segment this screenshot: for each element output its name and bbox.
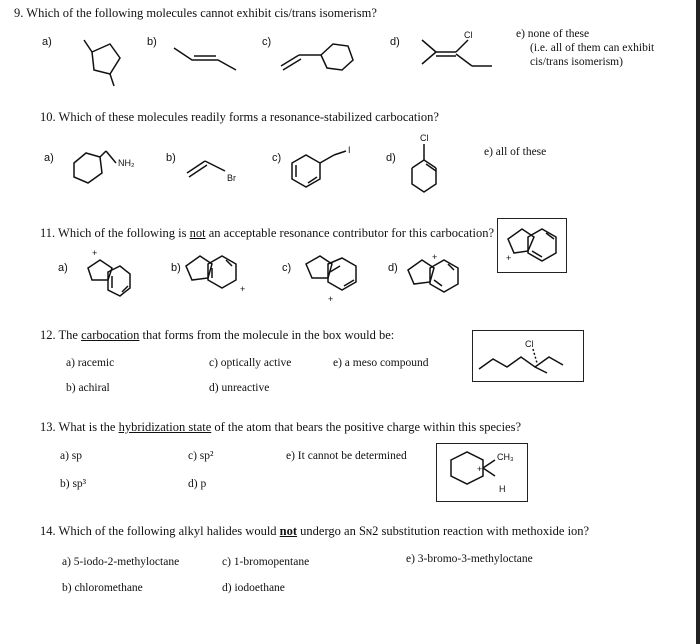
q14-stem-pre: 14. Which of the following alkyl halides would bbox=[40, 524, 280, 538]
q11-carbocation-box bbox=[497, 218, 567, 273]
q12-stem bbox=[40, 328, 394, 343]
q11-label-d: d) bbox=[388, 262, 398, 274]
q13-stem-post: of the atom that bears the positive charge within this species? bbox=[211, 420, 522, 434]
q14-stem-post: undergo an Sɴ2 substitution reaction with methoxide ion? bbox=[297, 524, 590, 538]
q13-stem-link: hybridization state bbox=[118, 420, 212, 434]
q11-c-plus: + bbox=[328, 294, 334, 304]
q11-b-plus: + bbox=[240, 284, 246, 294]
q13-box-h: H bbox=[499, 484, 506, 494]
q10-molecule-c bbox=[282, 145, 362, 195]
q10-c-atom: I bbox=[348, 145, 351, 155]
q9-d-atom: Cl bbox=[464, 30, 473, 40]
q10-b-atom: Br bbox=[227, 173, 236, 183]
q10-label-b: b) bbox=[166, 152, 176, 164]
q10-molecule-d bbox=[402, 130, 452, 200]
q10-label-d: d) bbox=[386, 152, 396, 164]
q12-stem-pre: 12. The bbox=[40, 328, 82, 342]
q9-molecule-b bbox=[172, 40, 242, 75]
q13-box-group: CH₃ bbox=[497, 452, 514, 462]
q13-option-a: a) sp bbox=[60, 450, 83, 462]
q9-molecule-c bbox=[275, 40, 365, 80]
q9-option-e-line3: cis/trans isomerism) bbox=[530, 56, 623, 68]
q9-label-a: a) bbox=[42, 36, 52, 48]
q11-molecule-a bbox=[76, 246, 136, 304]
q12-box-atom: Cl bbox=[525, 339, 534, 349]
q10-option-e: e) all of these bbox=[484, 146, 547, 158]
q11-molecule-d bbox=[402, 250, 467, 302]
q11-stem bbox=[40, 226, 494, 241]
q10-label-a: a) bbox=[44, 152, 54, 164]
q9-molecule-a bbox=[80, 30, 140, 90]
q11-stem-not: not bbox=[189, 226, 206, 240]
q11-label-c: c) bbox=[282, 262, 292, 274]
q13-stem-pre: 13. What is the bbox=[40, 420, 119, 434]
q10-d-atom: Cl bbox=[420, 133, 429, 143]
q9-label-c: c) bbox=[262, 36, 272, 48]
q9-label-d: d) bbox=[390, 36, 400, 48]
q11-stem-post: an acceptable resonance contributor for this carbocation? bbox=[205, 226, 495, 240]
q13-stem bbox=[40, 420, 521, 435]
q9-option-e: e) none of these bbox=[516, 28, 590, 40]
q11-label-a: a) bbox=[58, 262, 68, 274]
q13-option-b: b) sp³ bbox=[60, 478, 87, 490]
q12-option-d: d) unreactive bbox=[209, 382, 270, 394]
q12-stem-post: that forms from the molecule in the box would be: bbox=[139, 328, 395, 342]
q12-stem-link: carbocation bbox=[81, 328, 140, 342]
q13-species-box bbox=[436, 443, 528, 502]
q14-option-c: c) 1-bromopentane bbox=[222, 556, 310, 568]
q13-option-c: c) sp² bbox=[188, 450, 214, 462]
q13-box-molecule bbox=[441, 446, 525, 498]
q10-stem: 10. Which of these molecules readily forms a resonance-stabilized carbocation? bbox=[40, 110, 439, 124]
q9-label-b: b) bbox=[147, 36, 157, 48]
q11-a-plus: + bbox=[92, 248, 98, 258]
q10-a-group: NH₂ bbox=[118, 158, 135, 168]
q13-option-e: e) It cannot be determined bbox=[286, 450, 407, 462]
q13-box-plus: + bbox=[477, 464, 483, 474]
q12-box-molecule bbox=[475, 333, 581, 379]
page-edge bbox=[696, 0, 700, 644]
q10-label-c: c) bbox=[272, 152, 282, 164]
q10-molecule-b bbox=[185, 155, 255, 190]
q11-d-plus: + bbox=[432, 252, 438, 262]
q12-option-a: a) racemic bbox=[66, 357, 115, 369]
q9-molecule-d bbox=[418, 30, 498, 75]
q11-stem-pre: 11. Which of the following is bbox=[40, 226, 190, 240]
q9-option-e-line2: (i.e. all of them can exhibit bbox=[530, 42, 655, 54]
q14-stem bbox=[40, 524, 589, 539]
q11-box-plus: + bbox=[506, 253, 512, 263]
q14-stem-not: not bbox=[279, 524, 298, 538]
q12-option-b: b) achiral bbox=[66, 382, 110, 394]
q14-option-e: e) 3-bromo-3-methyloctane bbox=[406, 553, 533, 565]
q10-molecule-a bbox=[66, 145, 151, 195]
q12-molecule-box bbox=[472, 330, 584, 382]
q13-option-d: d) p bbox=[188, 478, 207, 490]
q14-option-a: a) 5-iodo-2-methyloctane bbox=[62, 556, 180, 568]
q14-option-b: b) chloromethane bbox=[62, 582, 143, 594]
q14-option-d: d) iodoethane bbox=[222, 582, 285, 594]
q12-option-e: e) a meso compound bbox=[333, 357, 429, 369]
q11-molecule-c bbox=[300, 250, 360, 308]
q9-stem: 9. Which of the following molecules cannot exhibit cis/trans isomerism? bbox=[14, 6, 377, 20]
q11-box-molecule bbox=[502, 221, 564, 269]
q11-molecule-b bbox=[180, 248, 255, 298]
q12-option-c: c) optically active bbox=[209, 357, 292, 369]
q11-label-b: b) bbox=[171, 262, 181, 274]
